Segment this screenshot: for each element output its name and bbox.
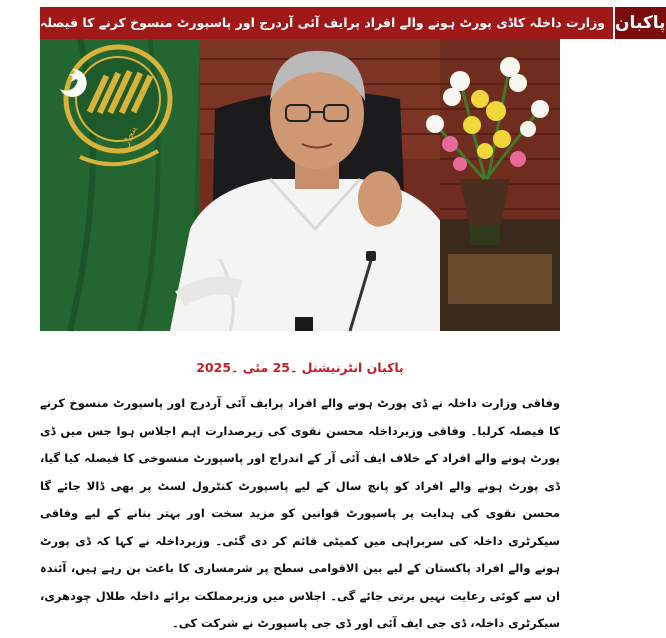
article-body: وفاقی وزارت داخلہ نے ڈی پورٹ ہونے والے افراد پرایف آئی آردرج اور پاسپورٹ منسوخ کرنے کا فیصلہ کرلیا۔ وفاقی وزیرداخلہ محسن نقوی کی زیرصدارت اہم اجلاس ہوا جس میں ڈی پورٹ ہونے والے افراد کے خلاف ایف آئی آر کے اندراج اور پاسپورٹ منسوخی کا فیصلہ کیا گیا، ڈی پورٹ ہونے والے افراد کو پانچ سال کے لیے پاسپورٹ کنٹرول لسٹ پر بھی ڈالا جائے گا محسن نقوی کی ہدایت پر پاسپورٹ قوانین کو مزید سخت اور بہتر بنانے کے لیے وفاقی سیکرٹری داخلہ کی سربراہی میں کمیٹی قائم کر دی گئی۔ وزیرداخلہ نے کہا کہ ڈی پورٹ ہونے والے افراد پاکستان کے لیے بین الاقوامی سطح پر شرمساری کا باعث بن رہے ہیں، آئندہ ان سے کوئی رعایت نہیں برتی جائے گی۔ اجلاس میں وزیرمملکت برائے داخلہ طلال چودھری، سیکرٹری داخلہ، ڈی جی ایف آئی اور ڈی جی پاسپورٹ نے شرکت کی۔ [40,396,560,630]
news-photo [40,39,560,331]
dateline: پاکبان انٹرنیشنل ۔25 مئی ۔2025 [196,360,404,375]
headline: وزارت داخلہ کاڈی پورٹ ہونے والے افراد پرایف آئی آردرج اور پاسپورٹ منسوخ کرنے کا فیصلہ [40,7,613,39]
header-banner [40,7,666,39]
flag-image [40,39,200,331]
svg-text:پنجاب: پنجاب [120,125,140,153]
brand-logo: پاکبان [613,7,666,39]
